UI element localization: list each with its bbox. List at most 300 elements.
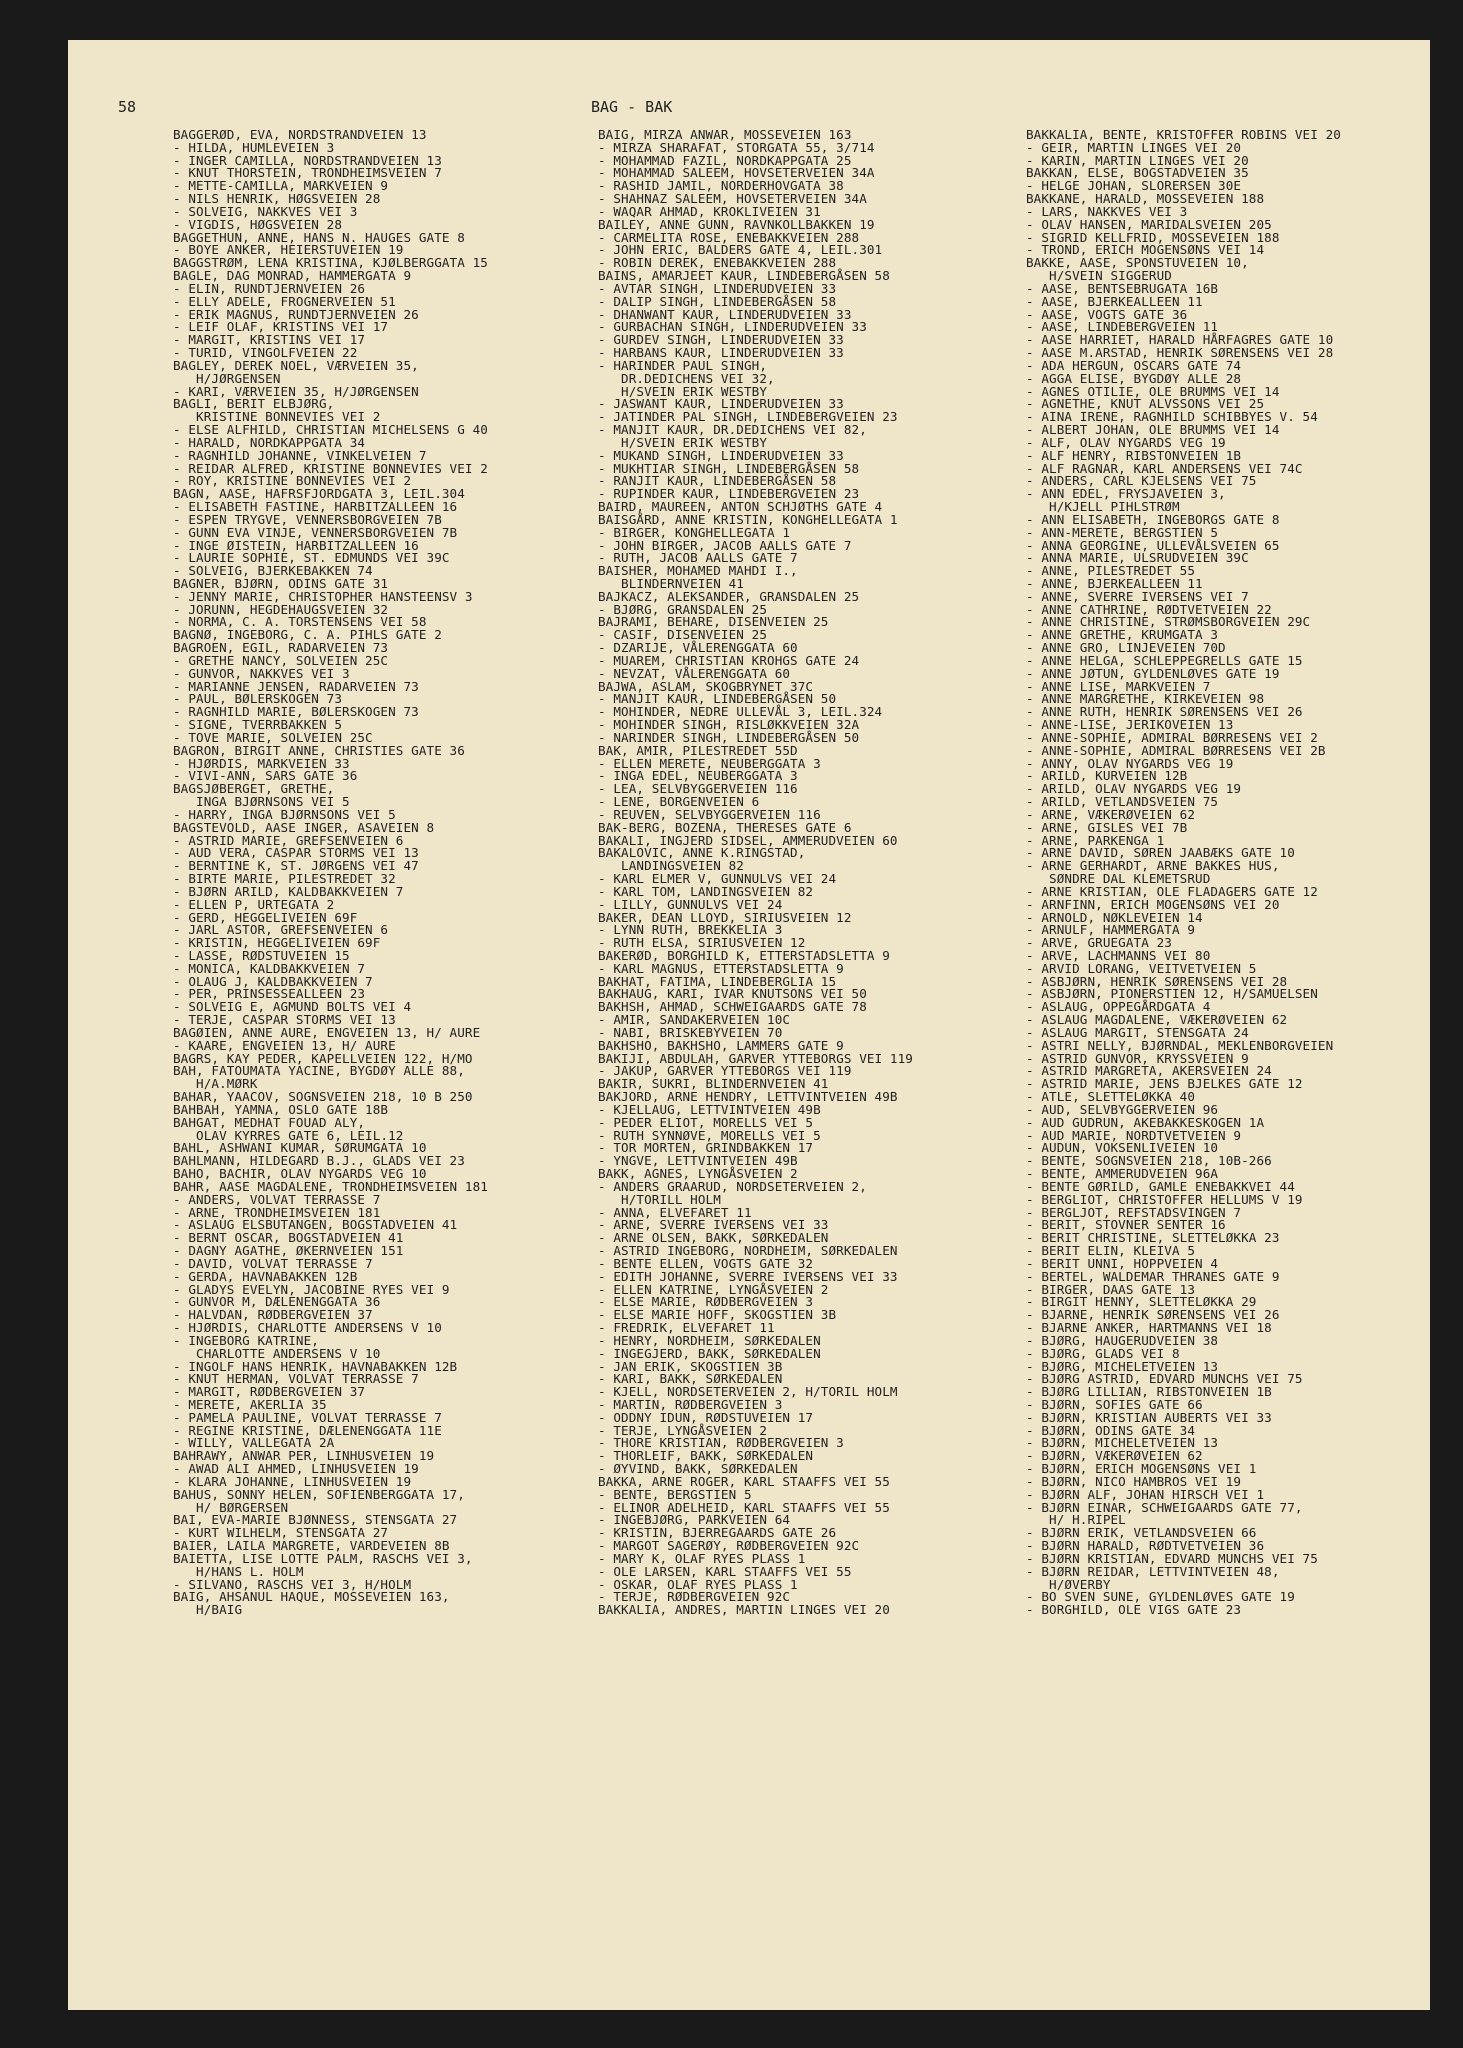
directory-entry: BAKHSHO, BAKHSHO, LAMMERS GATE 9 (598, 1037, 844, 1053)
directory-entry: H/ H.RIPEL (1026, 1512, 1126, 1528)
directory-entry: - GUNVOR M, DÆLENENGGATA 36 (173, 1294, 381, 1310)
directory-entry: - MANJIT KAUR, DR.DEDICHENS VEI 82, (598, 422, 867, 438)
directory-entry: - MOHAMMAD SALEEM, HOVSETERVEIEN 34A (598, 165, 875, 181)
directory-entry: - AASE, VOGTS GATE 36 (1026, 306, 1188, 322)
directory-entry: - KARIN, MARTIN LINGES VEI 20 (1026, 152, 1249, 168)
directory-entry: - ARNULF, HAMMERGATA 9 (1026, 922, 1196, 938)
directory-entry: - SIGRID KELLFRID, MOSSEVEIEN 188 (1026, 229, 1280, 245)
directory-entry: BAH, FATOUMATA YACINE, BYGDØY ALLE 88, (173, 1063, 465, 1079)
directory-entry: - JORUNN, HEGDEHAUGSVEIEN 32 (173, 601, 389, 617)
directory-entry: - BJØRN ARILD, KALDBAKKVEIEN 7 (173, 883, 404, 899)
directory-entry: - NARINDER SINGH, LINDEBERGÅSEN 50 (598, 729, 860, 745)
directory-entry: - NABI, BRISKEBYVEIEN 70 (598, 1024, 783, 1040)
directory-entry: - BENTE, BERGSTIEN 5 (598, 1486, 752, 1502)
directory-entry: - ADA HERGUN, OSCARS GATE 74 (1026, 357, 1242, 373)
directory-entry: - RASHID JAMIL, NORDERHOVGATA 38 (598, 178, 844, 194)
directory-entry: - BJØRN EINAR, SCHWEIGAARDS GATE 77, (1026, 1499, 1303, 1515)
directory-entry: - HJØRDIS, CHARLOTTE ANDERSENS V 10 (173, 1320, 442, 1336)
directory-entry: - NILS HENRIK, HØGSVEIEN 28 (173, 191, 381, 207)
directory-entry: - MARY K, OLAF RYES PLASS 1 (598, 1550, 806, 1566)
directory-entry: BAKKA, ARNE ROGER, KARL STAAFFS VEI 55 (598, 1473, 890, 1489)
directory-entry: BAKIR, SUKRI, BLINDERNVEIEN 41 (598, 1076, 829, 1092)
directory-entry: BAGN, AASE, HAFRSFJORDGATA 3, LEIL.304 (173, 486, 465, 502)
directory-entry: - KARI, VÆRVEIEN 35, H/JØRGENSEN (173, 383, 419, 399)
directory-entry: H/JØRGENSEN (173, 370, 281, 386)
directory-entry: BAKHAUG, KARI, IVAR KNUTSONS VEI 50 (598, 986, 867, 1002)
directory-entry: - ALBERT JOHAN, OLE BRUMMS VEI 14 (1026, 422, 1280, 438)
directory-entry: - ARNE GERHARDT, ARNE BAKKES HUS, (1026, 858, 1280, 874)
directory-entry: BAKKE, AASE, SPONSTUVEIEN 10, (1026, 255, 1249, 271)
directory-entry: - ASTRI NELLY, BJØRNDAL, MEKLENBORGVEIEN (1026, 1037, 1334, 1053)
directory-entry: - AGNES OTILIE, OLE BRUMMS VEI 14 (1026, 383, 1280, 399)
directory-entry: - BJØRN, ODINS GATE 34 (1026, 1422, 1196, 1438)
directory-entry: LANDINGSVEIEN 82 (598, 858, 744, 874)
directory-entry: BAHAR, YAACOV, SOGNSVEIEN 218, 10 B 250 (173, 1089, 473, 1105)
directory-entry: - MIRZA SHARAFAT, STORGATA 55, 3/714 (598, 139, 875, 155)
directory-entry: BAJRAMI, BEHARE, DISENVEIEN 25 (598, 614, 829, 630)
directory-entry: - ØYVIND, BAKK, SØRKEDALEN (598, 1461, 798, 1477)
directory-entry: - ARNE OLSEN, BAKK, SØRKEDALEN (598, 1230, 829, 1246)
directory-entry: - ELISABETH FASTINE, HARBITZALLEEN 16 (173, 499, 458, 515)
directory-entry: BAKKALIA, ANDRES, MARTIN LINGES VEI 20 (598, 1602, 890, 1618)
directory-entry: BAGSTEVOLD, AASE INGER, ASAVEIEN 8 (173, 819, 435, 835)
directory-entry: - AUD GUDRUN, AKEBAKKESKOGEN 1A (1026, 1114, 1265, 1130)
directory-entry: - BERTEL, WALDEMAR THRANES GATE 9 (1026, 1268, 1280, 1284)
directory-entry: BAK, AMIR, PILESTREDET 55D (598, 742, 798, 758)
directory-entry: - GEIR, MARTIN LINGES VEI 20 (1026, 139, 1242, 155)
directory-entry: - BJØRN ERIK, VETLANDSVEIEN 66 (1026, 1525, 1257, 1541)
directory-entry: - ASLAUG MARGIT, STENSGATA 24 (1026, 1024, 1249, 1040)
directory-entry: - BENTE GØRILD, GAMLE ENEBAKKVEI 44 (1026, 1178, 1295, 1194)
directory-entry: - ARVE, LACHMANNS VEI 80 (1026, 948, 1211, 963)
directory-entry: - AUDUN, VOKSENLIVEIEN 10 (1026, 1140, 1219, 1156)
directory-entry: - SIGNE, TVERRBAKKEN 5 (173, 717, 343, 733)
directory-entry: BAISGÅRD, ANNE KRISTIN, KONGHELLEGATA 1 (598, 511, 898, 527)
directory-entry: - MARGIT, KRISTINS VEI 17 (173, 332, 366, 348)
directory-entry: - ANNE-LISE, JERIKOVEIEN 13 (1026, 717, 1234, 733)
directory-entry: - ELSE MARIE HOFF, SKOGSTIEN 3B (598, 1307, 837, 1323)
directory-entry: - OLAV HANSEN, MARIDALSVEIEN 205 (1026, 216, 1272, 232)
directory-entry: - INGEGJERD, BAKK, SØRKEDALEN (598, 1345, 821, 1361)
directory-entry: BAGNØ, INGEBORG, C. A. PIHLS GATE 2 (173, 627, 442, 643)
directory-entry: - KNUT THORSTEIN, TRONDHEIMSVEIEN 7 (173, 165, 442, 181)
directory-entry: BAHLMANN, HILDEGARD B.J., GLADS VEI 23 (173, 1153, 465, 1169)
directory-entry: - HARBANS KAUR, LINDERUDVEIEN 33 (598, 345, 844, 361)
directory-entry: - MUAREM, CHRISTIAN KROHGS GATE 24 (598, 652, 860, 668)
directory-entry: - ARILD, KURVEIEN 12B (1026, 768, 1188, 784)
directory-entry: - LASSE, RØDSTUVEIEN 15 (173, 948, 350, 963)
directory-entry: - RAGNHILD JOHANNE, VINKELVEIEN 7 (173, 447, 427, 463)
directory-entry: - JOHN BIRGER, JACOB AALLS GATE 7 (598, 537, 852, 553)
directory-entry: - AASE, BENTSEBRUGATA 16B (1026, 280, 1219, 296)
directory-entry: - BERGLIOT, CHRISTOFFER HELLUMS V 19 (1026, 1191, 1303, 1207)
directory-entry: - PEDER ELIOT, MORELLS VEI 5 (598, 1114, 814, 1130)
directory-entry: - BJØRN, VÆKERØVEIEN 62 (1026, 1448, 1203, 1464)
directory-entry: - INGA EDEL, NEUBERGGATA 3 (598, 768, 798, 784)
directory-entry: - THORLEIF, BAKK, SØRKEDALEN (598, 1448, 814, 1464)
directory-entry: - JASWANT KAUR, LINDERUDVEIEN 33 (598, 396, 844, 412)
directory-entry: - ELIN, RUNDTJERNVEIEN 26 (173, 280, 366, 296)
directory-entry: - AASE, BJERKEALLEEN 11 (1026, 293, 1203, 309)
directory-entry: - JAKUP, GARVER YTTEBORGS VEI 119 (598, 1063, 852, 1079)
directory-entry: - ARNE, VÆKERØVEIEN 62 (1026, 806, 1196, 822)
directory-entry: - KARL ELMER V, GUNNULVS VEI 24 (598, 871, 837, 887)
directory-entry: - TOVE MARIE, SOLVEIEN 25C (173, 729, 373, 745)
directory-entry: - DAGNY AGATHE, ØKERNVEIEN 151 (173, 1243, 404, 1259)
directory-entry: - DAVID, VOLVAT TERRASSE 7 (173, 1255, 373, 1271)
directory-entry: - BJØRN, ERICH MOGENSØNS VEI 1 (1026, 1461, 1257, 1477)
directory-entry: - ANNE-SOPHIE, ADMIRAL BØRRESENS VEI 2B (1026, 742, 1326, 758)
directory-entry: - ATLE, SLETTELØKKA 40 (1026, 1089, 1196, 1105)
directory-entry: - REUVEN, SELVBYGGERVEIEN 116 (598, 806, 821, 822)
directory-entry: - HALVDAN, RØDBERGVEIEN 37 (173, 1307, 373, 1323)
directory-entry: CHARLOTTE ANDERSENS V 10 (173, 1345, 381, 1361)
directory-entry: - AASE M.ARSTAD, HENRIK SØRENSENS VEI 28 (1026, 345, 1334, 361)
directory-entry: BAKKANE, HARALD, MOSSEVEIEN 188 (1026, 191, 1265, 207)
directory-entry: - ELLY ADELE, FROGNERVEIEN 51 (173, 293, 396, 309)
directory-entry: - ARNE, TRONDHEIMSVEIEN 181 (173, 1204, 381, 1220)
directory-entry: - ANNE RUTH, HENRIK SØRENSENS VEI 26 (1026, 704, 1303, 720)
directory-entry: BAKER, DEAN LLOYD, SIRIUSVEIEN 12 (598, 909, 852, 925)
directory-entry: - BERNT OSCAR, BOGSTADVEIEN 41 (173, 1230, 404, 1246)
directory-entry: - BJØRN REIDAR, LETTVINTVEIEN 48, (1026, 1563, 1280, 1579)
directory-entry: - SOLVEIG, BJERKEBAKKEN 74 (173, 563, 373, 579)
directory-entry: BAGLE, DAG MONRAD, HAMMERGATA 9 (173, 268, 412, 284)
directory-entry: - ASTRID GUNVOR, KRYSSVEIEN 9 (1026, 1050, 1249, 1066)
directory-entry: - BOYE ANKER, HEIERSTUVEIEN 19 (173, 242, 404, 258)
directory-entry: - NORMA, C. A. TORSTENSENS VEI 58 (173, 614, 427, 630)
directory-entry: - SOLVEIG, NAKKVES VEI 3 (173, 203, 358, 219)
directory-entry: - ANNE GRO, LINJEVEIEN 70D (1026, 640, 1226, 656)
directory-entry: - AUD MARIE, NORDTVETVEIEN 9 (1026, 1127, 1242, 1143)
directory-entry: - RUTH, JACOB AALLS GATE 7 (598, 550, 798, 566)
directory-entry: - ANNE, PILESTREDET 55 (1026, 563, 1196, 579)
directory-entry: - BJØRN ALF, JOHAN HIRSCH VEI 1 (1026, 1486, 1265, 1502)
directory-entry: BAK-BERG, BOZENA, THERESES GATE 6 (598, 819, 852, 835)
directory-entry: - KRISTIN, BJERREGAARDS GATE 26 (598, 1525, 837, 1541)
directory-entry: - ARNE, GISLES VEI 7B (1026, 819, 1188, 835)
directory-entry: BAGGERØD, EVA, NORDSTRANDVEIEN 13 (173, 127, 427, 142)
directory-entry: - BJØRG, GRANSDALEN 25 (598, 601, 768, 617)
directory-entry: - EDITH JOHANNE, SVERRE IVERSENS VEI 33 (598, 1268, 898, 1284)
directory-entry: - INGER CAMILLA, NORDSTRANDVEIEN 13 (173, 152, 442, 168)
directory-entry: - OSKAR, OLAF RYES PLASS 1 (598, 1576, 798, 1592)
directory-entry: - ASTRID MARIE, GREFSENVEIEN 6 (173, 832, 404, 848)
directory-entry: - BJØRG, HAUGERUDVEIEN 38 (1026, 1332, 1219, 1348)
directory-entry: - LENE, BORGENVEIEN 6 (598, 794, 760, 810)
directory-entry: - MARGOT SAGERØY, RØDBERGVEIEN 92C (598, 1538, 860, 1554)
directory-entry: - HELGE JOHAN, SLORERSEN 30E (1026, 178, 1242, 194)
directory-entry: - JARL ASTOR, GREFSENVEIEN 6 (173, 922, 389, 938)
directory-entry: - MUKAND SINGH, LINDERUDVEIEN 33 (598, 447, 844, 463)
directory-entry: - BJØRN, KRISTIAN AUBERTS VEI 33 (1026, 1409, 1272, 1425)
directory-entry: - KNUT HERMAN, VOLVAT TERRASSE 7 (173, 1371, 419, 1387)
directory-entry: - TERJE, LYNGÅSVEIEN 2 (598, 1422, 768, 1438)
directory-entry: - CASIF, DISENVEIEN 25 (598, 627, 768, 643)
directory-column-2 (598, 129, 913, 1617)
directory-entry: - ARNOLD, NØKLEVEIEN 14 (1026, 909, 1203, 925)
directory-entry: - HJØRDIS, MARKVEIEN 33 (173, 755, 350, 771)
directory-entry: - ANNE CHRISTINE, STRØMSBORGVEIEN 29C (1026, 614, 1311, 630)
directory-entry: - ARILD, VETLANDSVEIEN 75 (1026, 794, 1219, 810)
directory-entry: - LEIF OLAF, KRISTINS VEI 17 (173, 319, 389, 335)
page-range-header: BAG - BAK (591, 98, 673, 116)
directory-entry: - GUNVOR, NAKKVES VEI 3 (173, 665, 350, 681)
directory-entry: - BJØRN, SOFIES GATE 66 (1026, 1396, 1203, 1412)
directory-column-1 (173, 129, 488, 1617)
directory-entry: - TERJE, CASPAR STORMS VEI 13 (173, 1012, 396, 1028)
directory-entry: H/HANS L. HOLM (173, 1563, 304, 1579)
directory-entry: - MONICA, KALDBAKKVEIEN 7 (173, 960, 366, 976)
directory-entry: - AASE HARRIET, HARALD HÅRFAGRES GATE 10 (1026, 332, 1334, 348)
directory-entry: - RUTH SYNNØVE, MORELLS VEI 5 (598, 1127, 821, 1143)
directory-entry: - LEA, SELVBYGGERVEIEN 116 (598, 781, 798, 797)
directory-entry: - BIRTE MARIE, PILESTREDET 32 (173, 871, 396, 887)
directory-entry: - ESPEN TRYGVE, VENNERSBORGVEIEN 7B (173, 511, 442, 527)
directory-entry: - ANN EDEL, FRYSJAVEIEN 3, (1026, 486, 1226, 502)
directory-entry: BAKHAT, FATIMA, LINDEBERGLIA 15 (598, 973, 837, 989)
directory-entry: H/SVEIN SIGGERUD (1026, 268, 1172, 284)
directory-entry: BAHBAH, YAMNA, OSLO GATE 18B (173, 1101, 389, 1117)
directory-entry: BAHL, ASHWANI KUMAR, SØRUMGATA 10 (173, 1140, 427, 1156)
directory-entry: - TROND, ERICH MOGENSØNS VEI 14 (1026, 242, 1265, 258)
directory-entry: BAKALI, INGJERD SIDSEL, AMMERUDVEIEN 60 (598, 832, 898, 848)
directory-entry: - BERNTINE K, ST. JØRGENS VEI 47 (173, 858, 419, 874)
directory-entry: - SOLVEIG E, AGMUND BOLTS VEI 4 (173, 999, 412, 1015)
directory-entry: - GERDA, HAVNABAKKEN 12B (173, 1268, 358, 1284)
directory-entry: BAGØIEN, ANNE AURE, ENGVEIEN 13, H/ AURE (173, 1024, 481, 1040)
directory-entry: BAJWA, ASLAM, SKOGBRYNET 37C (598, 678, 814, 694)
directory-entry: - ANNE JØTUN, GYLDENLØVES GATE 19 (1026, 665, 1280, 681)
directory-entry: - NEVZAT, VÅLERENGGATA 60 (598, 665, 791, 681)
directory-entry: - AUD, SELVBYGGERVEIEN 96 (1026, 1101, 1219, 1117)
directory-entry: - ANNE, BJERKEALLEEN 11 (1026, 575, 1203, 591)
directory-entry: - INGEBJØRG, PARKVEIEN 64 (598, 1512, 791, 1528)
directory-entry: - OLAUG J, KALDBAKKVEIEN 7 (173, 973, 373, 989)
directory-entry: - AGGA ELISE, BYGDØY ALLE 28 (1026, 370, 1242, 386)
page-number: 58 (118, 98, 137, 116)
directory-entry: OLAV KYRRES GATE 6, LEIL.12 (173, 1127, 404, 1143)
directory-entry: - BENTE, AMMERUDVEIEN 96A (1026, 1166, 1219, 1182)
directory-entry: - MARGIT, RØDBERGVEIEN 37 (173, 1384, 366, 1400)
directory-entry: - ELINOR ADELHEID, KARL STAAFFS VEI 55 (598, 1499, 890, 1515)
directory-entry: - KURT WILHELM, STENSGATA 27 (173, 1525, 389, 1541)
directory-entry: - DZARIJE, VÅLERENGGATA 60 (598, 640, 798, 656)
directory-entry: BAKK, AGNES, LYNGÅSVEIEN 2 (598, 1166, 798, 1182)
directory-entry: - ROBIN DEREK, ENEBAKKVEIEN 288 (598, 255, 837, 271)
directory-entry: BAIER, LAILA MARGRETE, VARDEVEIEN 8B (173, 1538, 450, 1554)
directory-entry: - DHANWANT KAUR, LINDERUDVEIEN 33 (598, 306, 852, 322)
directory-entry: - GERD, HEGGELIVEIEN 69F (173, 909, 358, 925)
directory-entry: - BJØRN, NICO HAMBROS VEI 19 (1026, 1473, 1242, 1489)
directory-entry: - BJARNE ANKER, HARTMANNS VEI 18 (1026, 1320, 1272, 1336)
directory-entry: - JOHN ERIC, BALDERS GATE 4, LEIL.301 (598, 242, 883, 258)
directory-entry: - CARMELITA ROSE, ENEBAKKVEIEN 288 (598, 229, 860, 245)
directory-entry: - PER, PRINSESSEALLEEN 23 (173, 986, 366, 1002)
directory-entry: - AINA IRENE, RAGNHILD SCHIBBYES V. 54 (1026, 409, 1318, 425)
directory-entry: BAGLEY, DEREK NOEL, VÆRVEIEN 35, (173, 357, 419, 373)
directory-entry: BAILEY, ANNE GUNN, RAVNKOLLBAKKEN 19 (598, 216, 875, 232)
directory-entry: - BIRGER, DAAS GATE 13 (1026, 1281, 1196, 1297)
directory-entry: - ALF, OLAV NYGARDS VEG 19 (1026, 434, 1226, 450)
directory-entry: - MUKHTIAR SINGH, LINDEBERGÅSEN 58 (598, 460, 860, 476)
directory-entry: BAKERØD, BORGHILD K, ETTERSTADSLETTA 9 (598, 948, 890, 963)
directory-entry: - ELSE MARIE, RØDBERGVEIEN 3 (598, 1294, 814, 1310)
directory-entry: - AWAD ALI AHMED, LINHUSVEIEN 19 (173, 1461, 419, 1477)
directory-entry: BAKKALIA, BENTE, KRISTOFFER ROBINS VEI 20 (1026, 127, 1341, 142)
directory-entry: - BENTE, SOGNSVEIEN 218, 10B-266 (1026, 1153, 1272, 1169)
directory-entry: H/ØVERBY (1026, 1576, 1111, 1592)
directory-entry: H/KJELL PIHLSTRØM (1026, 499, 1180, 515)
directory-entry: - ANNE LISE, MARKVEIEN 7 (1026, 678, 1211, 694)
directory-entry: BLINDERNVEIEN 41 (598, 575, 744, 591)
directory-entry: - INGE ØISTEIN, HARBITZALLEEN 16 (173, 537, 419, 553)
directory-entry: - MARTIN, RØDBERGVEIEN 3 (598, 1396, 783, 1412)
directory-entry: - ANNA, ELVEFARET 11 (598, 1204, 752, 1220)
directory-entry: - AGNETHE, KNUT ALVSSONS VEI 25 (1026, 396, 1265, 412)
directory-entry: - ELLEN KATRINE, LYNGÅSVEIEN 2 (598, 1281, 829, 1297)
directory-entry: - HARALD, NORDKAPPGATA 34 (173, 434, 366, 450)
directory-entry: BAHRAWY, ANWAR PER, LINHUSVEIEN 19 (173, 1448, 435, 1464)
directory-entry: - YNGVE, LETTVINTVEIEN 49B (598, 1153, 798, 1169)
directory-entry: - TERJE, RØDBERGVEIEN 92C (598, 1589, 791, 1605)
directory-entry: - ARNE DAVID, SØREN JAABÆKS GATE 10 (1026, 845, 1295, 861)
directory-entry: - BJØRG, GLADS VEI 8 (1026, 1345, 1180, 1361)
directory-entry: - ASTRID MARGRETA, AKERSVEIEN 24 (1026, 1063, 1272, 1079)
directory-entry: - HENRY, NORDHEIM, SØRKEDALEN (598, 1332, 821, 1348)
directory-entry: - ANDERS, VOLVAT TERRASSE 7 (173, 1191, 381, 1207)
directory-entry: - AUD VERA, CASPAR STORMS VEI 13 (173, 845, 419, 861)
directory-entry: KRISTINE BONNEVIES VEI 2 (173, 409, 381, 425)
directory-entry: - BERIT, STOVNER SENTER 16 (1026, 1217, 1226, 1233)
directory-entry: - MOHINDER SINGH, RISLØKKVEIEN 32A (598, 717, 860, 733)
directory-entry: - BJØRN KRISTIAN, EDVARD MUNCHS VEI 75 (1026, 1550, 1318, 1566)
directory-entry: BAKALOVIC, ANNE K.RINGSTAD, (598, 845, 806, 861)
directory-entry: H/ BØRGERSEN (173, 1499, 289, 1515)
directory-entry: - VIGDIS, HØGSVEIEN 28 (173, 216, 343, 232)
directory-entry: - ANDERS GRAARUD, NORDSETERVEIEN 2, (598, 1178, 867, 1194)
directory-entry: - GLADYS EVELYN, JACOBINE RYES VEI 9 (173, 1281, 450, 1297)
directory-entry: BAI, EVA-MARIE BJØNNESS, STENSGATA 27 (173, 1512, 458, 1528)
directory-entry: H/SVEIN ERIK WESTBY (598, 434, 768, 450)
directory-entry: BAJKACZ, ALEKSANDER, GRANSDALEN 25 (598, 588, 860, 604)
directory-entry: - TURID, VINGOLFVEIEN 22 (173, 345, 358, 361)
directory-entry: BAISHER, MOHAMED MAHDI I., (598, 563, 798, 579)
directory-entry: - BIRGER, KONGHELLEGATA 1 (598, 524, 791, 540)
directory-entry: - PAMELA PAULINE, VOLVAT TERRASSE 7 (173, 1409, 442, 1425)
directory-entry: - GRETHE NANCY, SOLVEIEN 25C (173, 652, 389, 668)
directory-entry: - INGOLF HANS HENRIK, HAVNABAKKEN 12B (173, 1358, 458, 1374)
directory-entry: - BJØRG LILLIAN, RIBSTONVEIEN 1B (1026, 1384, 1272, 1400)
directory-entry: H/BAIG (173, 1602, 243, 1618)
directory-entry: - HILDA, HUMLEVEIEN 3 (173, 139, 335, 155)
directory-entry: - ANNE MARGRETHE, KIRKEVEIEN 98 (1026, 691, 1265, 707)
directory-entry: BAGROEN, EGIL, RADARVEIEN 73 (173, 640, 389, 656)
directory-entry: - ANNE, SVERRE IVERSENS VEI 7 (1026, 588, 1249, 604)
directory-entry: - BERIT UNNI, HOPPVEIEN 4 (1026, 1255, 1219, 1271)
directory-entry: H/SVEIN ERIK WESTBY (598, 383, 768, 399)
directory-entry: - RUTH ELSA, SIRIUSVEIEN 12 (598, 935, 806, 951)
directory-entry: - WILLY, VALLEGATA 2A (173, 1435, 335, 1451)
directory-entry: - ALF RAGNAR, KARL ANDERSENS VEI 74C (1026, 460, 1303, 476)
directory-entry: - KJELLAUG, LETTVINTVEIEN 49B (598, 1101, 821, 1117)
directory-entry: - ARILD, OLAV NYGARDS VEG 19 (1026, 781, 1242, 797)
directory-entry: BAIETTA, LISE LOTTE PALM, RASCHS VEI 3, (173, 1550, 473, 1566)
directory-entry: - LYNN RUTH, BREKKELIA 3 (598, 922, 783, 938)
directory-entry: - BIRGIT HENNY, SLETTELØKKA 29 (1026, 1294, 1257, 1310)
directory-entry: - THORE KRISTIAN, RØDBERGVEIEN 3 (598, 1435, 844, 1451)
directory-entry: BAGGETHUN, ANNE, HANS N. HAUGES GATE 8 (173, 229, 465, 245)
directory-column-3 (1026, 129, 1341, 1617)
directory-page (68, 40, 1430, 2010)
directory-entry: - KARI, BAKK, SØRKEDALEN (598, 1371, 783, 1387)
directory-entry: - ASTRID MARIE, JENS BJELKES GATE 12 (1026, 1076, 1303, 1092)
directory-entry: - ODDNY IDUN, RØDSTUVEIEN 17 (598, 1409, 814, 1425)
directory-entry: - ASLAUG, OPPEGÅRDGATA 4 (1026, 999, 1211, 1015)
directory-entry: - RAGNHILD MARIE, BØLERSKOGEN 73 (173, 704, 419, 720)
directory-entry: - GURDEV SINGH, LINDERUDVEIEN 33 (598, 332, 844, 348)
directory-entry: - AMIR, SANDAKERVEIEN 10C (598, 1012, 791, 1028)
directory-entry: - LILLY, GUNNULVS VEI 24 (598, 896, 783, 912)
directory-entry: - DALIP SINGH, LINDEBERGÅSEN 58 (598, 293, 837, 309)
directory-entry: - ASLAUG MAGDALENE, VÆKERØVEIEN 62 (1026, 1012, 1288, 1028)
directory-entry: - ANNA GEORGINE, ULLEVÅLSVEIEN 65 (1026, 537, 1280, 553)
directory-entry: SØNDRE DAL KLEMETSRUD (1026, 871, 1211, 887)
directory-entry: - ANNE CATHRINE, RØDTVETVEIEN 22 (1026, 601, 1272, 617)
directory-entry: BAGLI, BERIT ELBJØRG, (173, 396, 335, 412)
directory-entry: - BERIT ELIN, KLEIVA 5 (1026, 1243, 1196, 1259)
directory-entry: - BJARNE, HENRIK SØRENSENS VEI 26 (1026, 1307, 1280, 1323)
directory-entry: - REIDAR ALFRED, KRISTINE BONNEVIES VEI 2 (173, 460, 488, 476)
directory-entry: BAGRS, KAY PEDER, KAPELLVEIEN 122, H/MO (173, 1050, 473, 1066)
directory-entry: BAHUS, SONNY HELEN, SOFIENBERGGATA 17, (173, 1486, 465, 1502)
directory-entry: - KARL TOM, LANDINGSVEIEN 82 (598, 883, 814, 899)
directory-entry: - BJØRN HARALD, RØDTVETVEIEN 36 (1026, 1538, 1265, 1554)
directory-entry: - ASLAUG ELSBUTANGEN, BOGSTADVEIEN 41 (173, 1217, 458, 1233)
directory-entry: - HARINDER PAUL SINGH, (598, 357, 768, 373)
directory-entry: - ASBJØRN, PIONERSTIEN 12, H/SAMUELSEN (1026, 986, 1318, 1002)
directory-entry: - MARIANNE JENSEN, RADARVEIEN 73 (173, 678, 419, 694)
directory-entry: - BJØRG, MICHELETVEIEN 13 (1026, 1358, 1219, 1374)
directory-entry: BAHGAT, MEDHAT FOUAD ALY, (173, 1114, 366, 1130)
directory-entry: - ANNE-SOPHIE, ADMIRAL BØRRESENS VEI 2 (1026, 729, 1318, 745)
directory-entry: - ANN-MERETE, BERGSTIEN 5 (1026, 524, 1219, 540)
directory-entry: BAGGSTRØM, LENA KRISTINA, KJØLBERGGATA 15 (173, 255, 488, 271)
directory-entry: BAIG, MIRZA ANWAR, MOSSEVEIEN 163 (598, 127, 852, 142)
directory-entry: - AASE, LINDEBERGVEIEN 11 (1026, 319, 1219, 335)
directory-entry: - MOHINDER, NEDRE ULLEVÅL 3, LEIL.324 (598, 704, 883, 720)
directory-entry: - ANDERS, CARL KJELSENS VEI 75 (1026, 473, 1257, 489)
directory-entry: - RANJIT KAUR, LINDEBERGÅSEN 58 (598, 473, 837, 489)
directory-entry: - JENNY MARIE, CHRISTOPHER HANSTEENSV 3 (173, 588, 473, 604)
directory-entry: - BERGLJOT, REFSTADSVINGEN 7 (1026, 1204, 1242, 1220)
directory-entry: - KLARA JOHANNE, LINHUSVEIEN 19 (173, 1473, 412, 1489)
directory-entry: BAHR, AASE MAGDALENE, TRONDHEIMSVEIEN 181 (173, 1178, 488, 1194)
directory-entry: - OLE LARSEN, KARL STAAFFS VEI 55 (598, 1563, 852, 1579)
directory-entry: - VIVI-ANN, SARS GATE 36 (173, 768, 358, 784)
directory-entry: - ARVE, GRUEGATA 23 (1026, 935, 1172, 951)
directory-entry: - SHAHNAZ SALEEM, HOVSETERVEIEN 34A (598, 191, 867, 207)
directory-entry: DR.DEDICHENS VEI 32, (598, 370, 775, 386)
directory-entry: - BJØRG ASTRID, EDVARD MUNCHS VEI 75 (1026, 1371, 1303, 1387)
directory-entry: - MERETE, AKERLIA 35 (173, 1396, 327, 1412)
directory-entry: - ROY, KRISTINE BONNEVIES VEI 2 (173, 473, 412, 489)
directory-entry: BAKHSH, AHMAD, SCHWEIGAARDS GATE 78 (598, 999, 867, 1015)
directory-entry: - FREDRIK, ELVEFARET 11 (598, 1320, 775, 1336)
directory-entry: - MOHAMMAD FAZIL, NORDKAPPGATA 25 (598, 152, 852, 168)
directory-entry: - ARNE, PARKENGA 1 (1026, 832, 1165, 848)
directory-entry: BAKJORD, ARNE HENDRY, LETTVINTVEIEN 49B (598, 1089, 898, 1105)
